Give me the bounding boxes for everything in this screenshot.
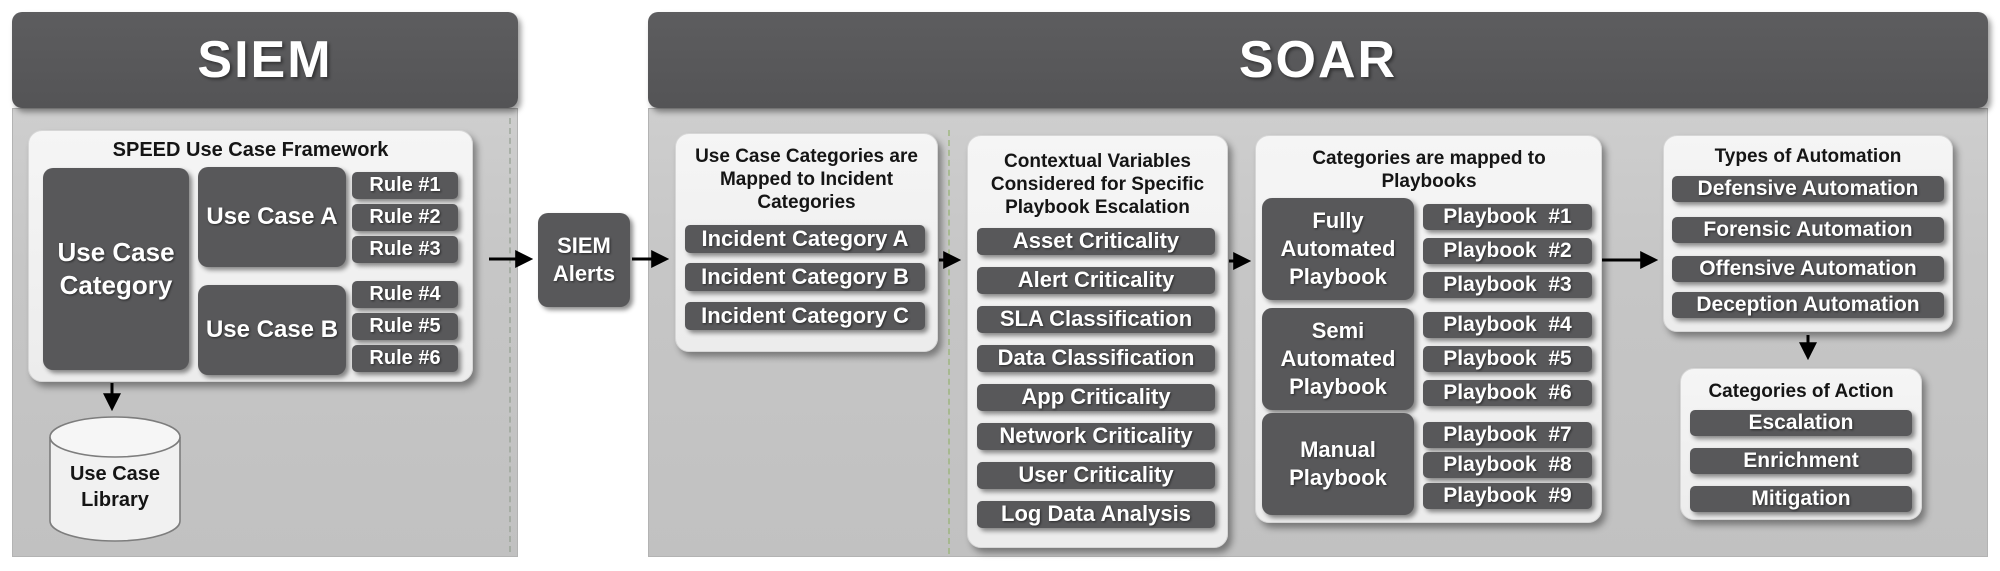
use-case-library-cylinder xyxy=(48,413,182,545)
playbook-chip: Playbook #7 xyxy=(1423,422,1592,448)
rule-chip: Rule #1 xyxy=(352,172,458,199)
automation-type-chip: Defensive Automation xyxy=(1672,176,1944,202)
playbook-chip: Playbook #3 xyxy=(1423,272,1592,298)
contextual-variable-chip: Network Criticality xyxy=(977,423,1215,450)
semi-automated-playbook-box: Semi Automated Playbook xyxy=(1262,308,1414,410)
use-case-b-box: Use Case B xyxy=(198,285,346,375)
automation-type-chip: Forensic Automation xyxy=(1672,217,1944,243)
rule-chip: Rule #3 xyxy=(352,236,458,263)
playbook-chip: Playbook #8 xyxy=(1423,452,1592,478)
contextual-variable-chip: Asset Criticality xyxy=(977,228,1215,255)
fully-automated-playbook-box: Fully Automated Playbook xyxy=(1262,198,1414,300)
contextual-variable-chip: SLA Classification xyxy=(977,306,1215,333)
contextual-variable-chip: Alert Criticality xyxy=(977,267,1215,294)
playbook-chip: Playbook #6 xyxy=(1423,380,1592,406)
siem-header xyxy=(12,12,518,108)
siem-title: SIEM xyxy=(197,31,333,89)
playbook-chip: Playbook #9 xyxy=(1423,483,1592,509)
automation-type-chip: Offensive Automation xyxy=(1672,256,1944,282)
siem-dashed-separator xyxy=(509,118,511,552)
use-case-category-box: Use Case Category xyxy=(43,168,189,370)
use-case-a-box: Use Case A xyxy=(198,167,346,267)
automation-type-chip: Deception Automation xyxy=(1672,292,1944,318)
rule-chip: Rule #2 xyxy=(352,204,458,231)
rule-chip: Rule #6 xyxy=(352,345,458,372)
contextual-variables-title: Contextual Variables Considered for Specific Playbook Escalation xyxy=(990,151,1205,219)
speed-framework-title: SPEED Use Case Framework xyxy=(112,139,389,161)
rule-chip: Rule #5 xyxy=(352,313,458,340)
incident-category-chip: Incident Category B xyxy=(685,263,925,291)
soar-title: SOAR xyxy=(1238,31,1398,89)
siem-alerts-box: SIEM Alerts xyxy=(538,213,630,307)
incident-category-chip: Incident Category A xyxy=(685,225,925,253)
rule-chip: Rule #4 xyxy=(352,281,458,308)
contextual-variable-chip: User Criticality xyxy=(977,462,1215,489)
contextual-variable-chip: Log Data Analysis xyxy=(977,501,1215,528)
action-category-chip: Enrichment xyxy=(1690,448,1912,474)
use-case-library-label: Use Case Library xyxy=(69,463,161,511)
incident-mapping-title: Use Case Categories are Mapped to Incident Categories xyxy=(695,146,918,214)
action-category-chip: Mitigation xyxy=(1690,486,1912,512)
playbook-chip: Playbook #2 xyxy=(1423,238,1592,264)
soar-header xyxy=(648,12,1988,108)
playbook-chip: Playbook #5 xyxy=(1423,346,1592,372)
contextual-variable-chip: Data Classification xyxy=(977,345,1215,372)
playbook-chip: Playbook #4 xyxy=(1423,312,1592,338)
playbook-chip: Playbook #1 xyxy=(1423,204,1592,230)
action-categories-title: Categories of Action xyxy=(1708,381,1894,402)
action-category-chip: Escalation xyxy=(1690,410,1912,436)
manual-playbook-box: Manual Playbook xyxy=(1262,413,1414,515)
contextual-variable-chip: App Criticality xyxy=(977,384,1215,411)
playbook-mapping-title: Categories are mapped to Playbooks xyxy=(1312,148,1546,193)
incident-category-chip: Incident Category C xyxy=(685,302,925,330)
automation-types-title: Types of Automation xyxy=(1714,146,1902,167)
soar-dashed-separator xyxy=(948,130,950,554)
